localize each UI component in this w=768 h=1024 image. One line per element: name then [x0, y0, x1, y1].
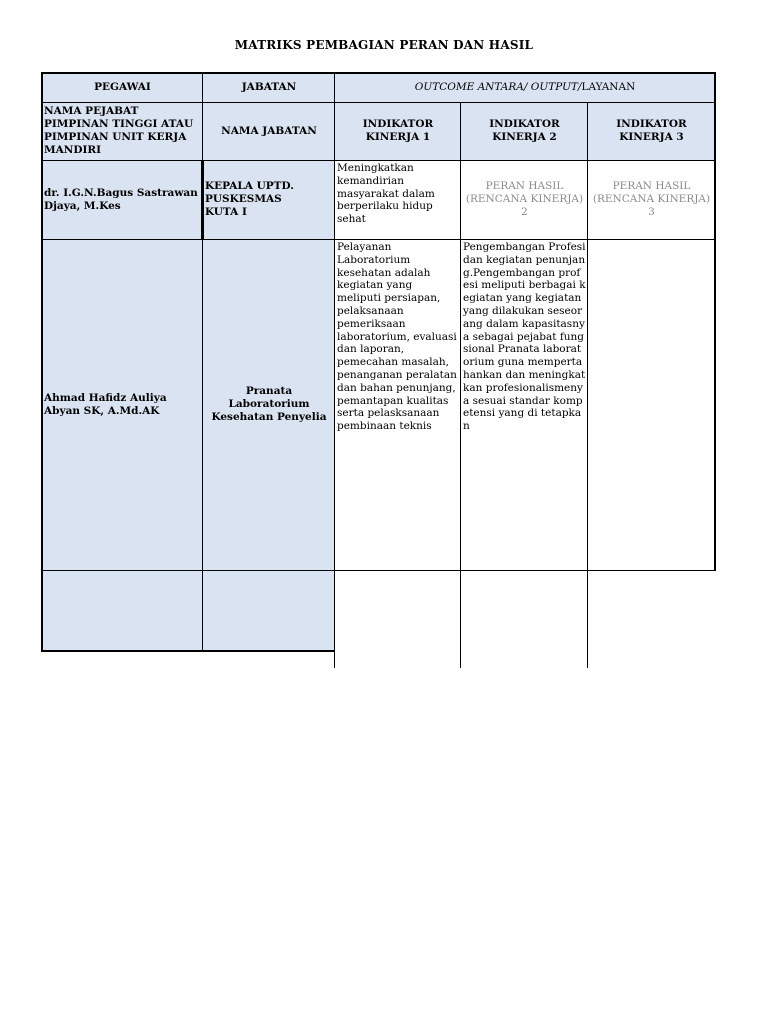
subheader-nama-pejabat — [42, 102, 203, 160]
table-border-right — [714, 72, 716, 571]
row2-nama-text: Ahmad Hafidz Auliya Abyan SK, A.Md.AK — [44, 391, 167, 417]
subheader-nama-pejabat-text: NAMA PEJABAT PIMPINAN TINGGI ATAU PIMPINAN UNIT KERJA MANDIRI — [44, 105, 194, 156]
row3-nama — [42, 570, 203, 651]
grid-line — [42, 102, 715, 103]
row1-kinerja-2: PERAN HASIL (RENCANA KINERJA) 2 — [465, 180, 584, 218]
document-title: MATRIKS PEMBAGIAN PERAN DAN HASIL — [234, 38, 534, 52]
row2-kinerja-3 — [588, 241, 715, 570]
row2-kinerja-2: Pengembangan Profesi dan kegiatan penunjang.Pengembangan profesi meliputi berbagai kegiatan yang kegiatan yang dilakukan seseorang dalam kapasitasnya sebagai pejabat fungsional Pranata laboratorium guna mempertahankan dan meningkatkan profesionalismenya sesuai standar kompetensi yang di tetapkan — [463, 241, 586, 433]
subheader-indikator-3: INDIKATOR KINERJA 3 — [588, 102, 715, 160]
table-border-top — [41, 72, 716, 74]
header-jabatan: JABATAN — [203, 73, 335, 102]
row3-jabatan — [203, 570, 335, 651]
grid-line — [587, 102, 588, 668]
row1-nama — [42, 160, 203, 239]
grid-line — [460, 102, 461, 668]
subheader-indikator-1: INDIKATOR KINERJA 1 — [335, 102, 461, 160]
header-pegawai: PEGAWAI — [42, 73, 203, 102]
row3-kinerja-3 — [588, 570, 715, 668]
grid-line — [42, 160, 715, 161]
row1-jabatan — [203, 160, 335, 239]
subheader-nama-jabatan: NAMA JABATAN — [203, 102, 335, 160]
row3-kinerja-2 — [461, 570, 588, 668]
subheader-indikator-2: INDIKATOR KINERJA 2 — [461, 102, 588, 160]
row1-jabatan-text: KEPALA UPTD. PUSKESMAS KUTA I — [205, 180, 294, 218]
row2-nama — [42, 239, 203, 570]
row2-jabatan: Pranata Laboratorium Kesehatan Penyelia — [203, 239, 335, 570]
grid-line — [42, 239, 715, 240]
row3-kinerja-1 — [335, 570, 461, 668]
grid-line — [42, 570, 715, 571]
grid-line-thick — [201, 160, 204, 239]
row1-kinerja-1: Meningkatkan kemandirian masyarakat dalam berperilaku hidup sehat — [337, 162, 435, 226]
row1-kinerja-3: PERAN HASIL (RENCANA KINERJA) 3 — [592, 180, 711, 218]
grid-line — [334, 73, 335, 668]
header-outcome — [335, 73, 715, 102]
header-outcome-rest: LAYANAN — [581, 81, 636, 94]
header-outcome-italic: OUTCOME ANTARA/ OUTPUT/ — [414, 81, 582, 94]
row2-kinerja-1: Pelayanan Laboratorium kesehatan adalah kegiatan yang meliputi persiapan, pelaksanaan pemeriksaan laboratorium, evaluasi dan laporan, pemecahan masalah, penanganan peralatan dan bahan penunjang, pemantapan kualitas serta pelasksanaan pembinaan teknis — [337, 241, 457, 433]
table-border-bottom-left — [41, 650, 335, 652]
table-border-left — [41, 72, 43, 652]
row1-nama-text: dr. I.G.N.Bagus Sastrawan Djaya, M.Kes — [44, 186, 198, 212]
